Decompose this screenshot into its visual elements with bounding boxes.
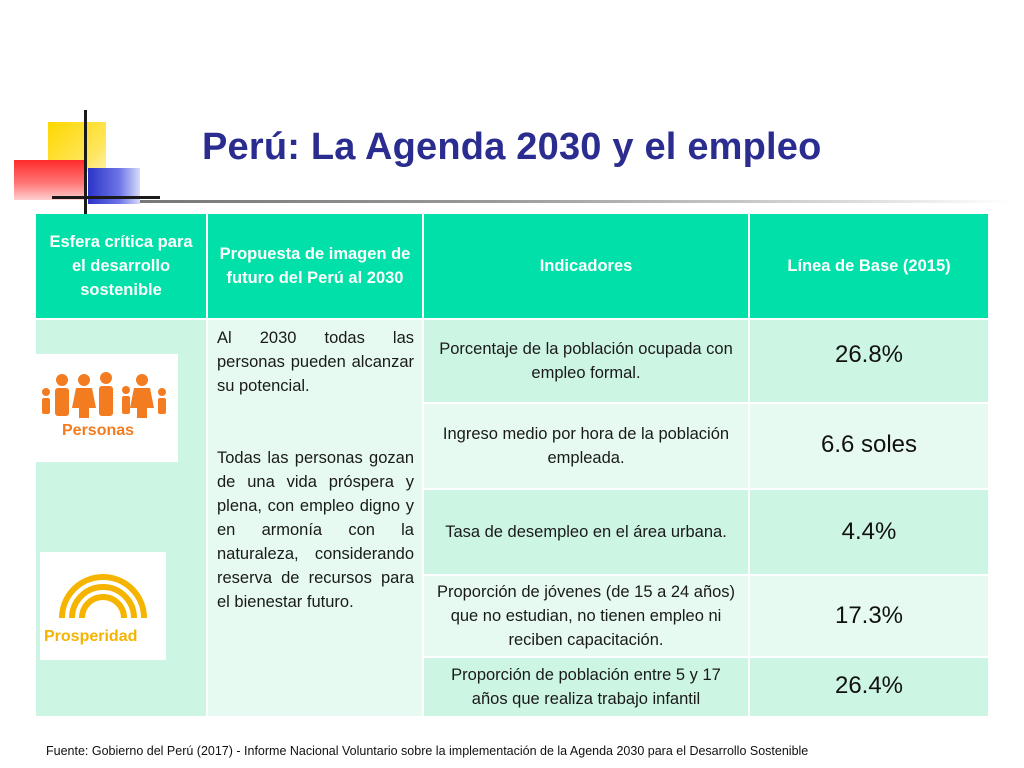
header-baseline: Línea de Base (2015) bbox=[750, 214, 988, 318]
header-indicators: Indicadores bbox=[424, 214, 748, 318]
header-sphere: Esfera crítica para el desarrollo sostenible bbox=[36, 214, 206, 318]
indicator-row-3: Tasa de desempleo en el área urbana. bbox=[424, 490, 748, 574]
baseline-row-2: 6.6 soles bbox=[750, 404, 988, 488]
prosperidad-logo bbox=[40, 552, 166, 660]
decorative-corner-logo bbox=[0, 0, 160, 220]
vertical-line-deco bbox=[84, 110, 87, 215]
prosperidad-label: Prosperidad bbox=[44, 628, 138, 645]
personas-label: Personas bbox=[62, 422, 135, 439]
slide-title: Perú: La Agenda 2030 y el empleo bbox=[202, 126, 822, 168]
baseline-row-4: 17.3% bbox=[750, 576, 988, 656]
indicator-row-1: Porcentaje de la población ocupada con empleo formal. bbox=[424, 320, 748, 402]
indicator-row-2: Ingreso medio por hora de la población empleada. bbox=[424, 404, 748, 488]
source-footnote: Fuente: Gobierno del Perú (2017) - Informe Nacional Voluntario sobre la implementación de la Agenda 2030 para el Desarrollo Sostenible bbox=[46, 744, 809, 758]
agenda-table bbox=[36, 214, 988, 716]
title-divider bbox=[140, 200, 1010, 203]
proposal-paragraph-1: Al 2030 todas las personas pueden alcanzar su potencial. bbox=[217, 329, 414, 395]
indicator-row-5: Proporción de población entre 5 y 17 años que realiza trabajo infantil bbox=[424, 658, 748, 716]
people-family-icon bbox=[36, 354, 178, 462]
red-square-deco bbox=[14, 160, 84, 200]
proposal-paragraph-2: Todas las personas gozan de una vida próspera y plena, con empleo digno y en armonía con la naturaleza, considerando reserva de recursos para el bienestar futuro. bbox=[217, 449, 414, 611]
proposal-cell bbox=[208, 320, 422, 716]
sphere-cell bbox=[36, 320, 206, 716]
baseline-row-1: 26.8% bbox=[750, 320, 988, 402]
indicator-row-4: Proporción de jóvenes (de 15 a 24 años) que no estudian, no tienen empleo ni reciben capacitación. bbox=[424, 576, 748, 656]
personas-logo bbox=[36, 354, 178, 462]
header-proposal: Propuesta de imagen de futuro del Perú al 2030 bbox=[208, 214, 422, 318]
baseline-row-5: 26.4% bbox=[750, 658, 988, 716]
baseline-row-3: 4.4% bbox=[750, 490, 988, 574]
horizontal-line-deco bbox=[52, 196, 160, 199]
